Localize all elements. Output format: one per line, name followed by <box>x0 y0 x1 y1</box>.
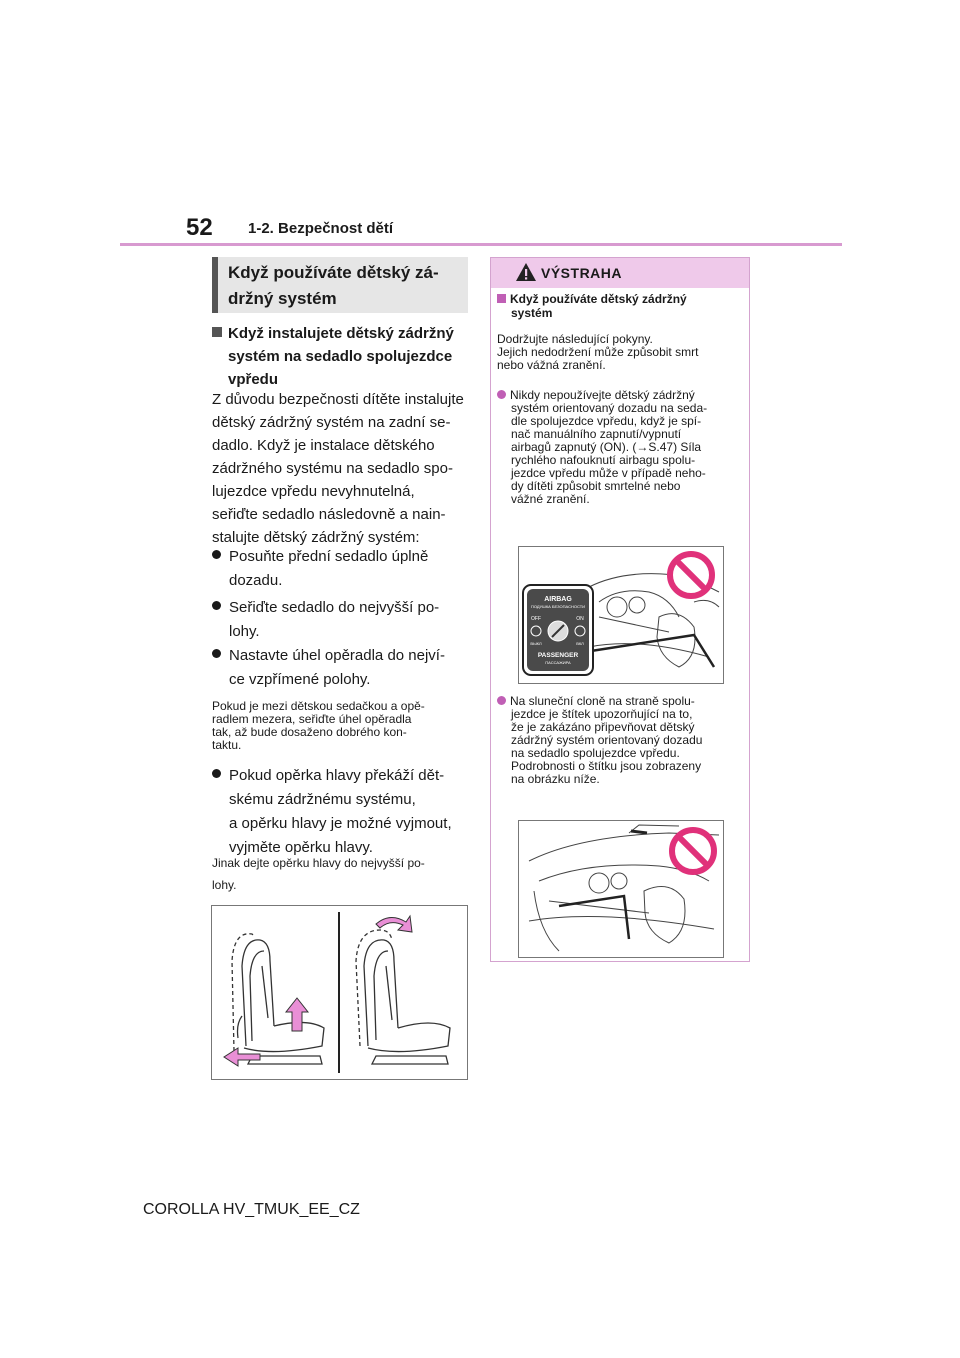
sun-visor-label-illustration <box>518 820 724 958</box>
switch-label-bottom: PASSENGER <box>537 652 579 659</box>
prohibition-sign-icon <box>670 554 712 596</box>
bullet-item: Nastavte úhel opěradla do nejví- ce vzpřímené polohy. <box>212 644 468 692</box>
switch-label-off-cyrillic: ВЫКЛ <box>530 641 542 646</box>
warning-bullet: Nikdy nepoužívejte dětský zádržný systém orientovaný dozadu na seda- dle spolujezdce vpředu, když je spí- nač manuálního zapnutí/vypnutí airbagů zapnutý (ON). (→S.47) Síla rychlého nafouknutí airbagu spolu- jezdce vpředu může v případě neho- dy dítěti způsobit smrtelné nebo vážné zranění. <box>497 389 747 506</box>
bullet-dot-icon <box>497 696 506 705</box>
warning-bullet: Na sluneční cloně na straně spolu- jezdce je štítek upozorňující na to, že je zakázáno připevňovat dětský zádržný systém orientovaný dozadu na sedadlo spolujezdce vpředu. Podrobnosti o štítku jsou zobrazeny na obrázku níže. <box>497 695 747 786</box>
note-text: Jinak dejte opěrku hlavy do nejvyšší po- lohy. <box>212 856 425 892</box>
bullet-item: Posuňte přední sedadlo úplně dozadu. <box>212 545 468 593</box>
warning-title: VÝSTRAHA <box>541 265 623 281</box>
switch-label-on-cyrillic: ВКЛ <box>576 641 584 646</box>
warning-subheading: Když používáte dětský zádržný systém <box>497 292 745 320</box>
seat-adjustment-illustration <box>211 905 468 1080</box>
airbag-dashboard-svg <box>519 547 723 683</box>
header-rule <box>120 243 842 246</box>
bullet-dot-icon <box>212 601 221 610</box>
switch-label-top: AIRBAG <box>544 596 572 603</box>
chapter-title: 1-2. Bezpečnost dětí <box>248 220 394 237</box>
section-title-line: Když používáte dětský zá- <box>228 263 439 282</box>
bullet-dot-icon <box>212 649 221 658</box>
note-text: Pokud je mezi dětskou sedačkou a opě- radlem mezera, seřiďte úhel opěradla tak, až bude dosaženo dobrého kon- taktu. <box>212 699 425 752</box>
section-title-line: držný systém <box>228 289 337 308</box>
seat-illustration-svg <box>212 906 467 1079</box>
bullet-dot-icon <box>497 390 506 399</box>
subheading: Když instalujete dětský zádržný systém na sedadlo spolujezdce vpředu <box>212 322 468 391</box>
square-bullet-icon <box>497 294 506 303</box>
warning-paragraph: Dodržujte následující pokyny. Jejich nedodržení může způsobit smrt nebo vážná zranění. <box>497 332 699 372</box>
switch-label-top-cyrillic: ПОДУШКА БЕЗОПАСНОСТИ <box>530 604 586 609</box>
intro-paragraph: Z důvodu bezpečnosti dítěte instalujte dětský zádržný systém na zadní se- dadlo. Když je instalace dětského zádržného systému na sedadlo spo- lujezdce vpředu nevyhnutelná, seřiďte sedadlo následovně a nain- stalujte dětský zádržný systém: <box>212 391 464 546</box>
switch-label-bottom-cyrillic: ПАССАЖИРА <box>545 660 571 665</box>
section-title-box <box>212 257 468 313</box>
bullet-dot-icon <box>212 769 221 778</box>
bullet-item: Seřiďte sedadlo do nejvyšší po- lohy. <box>212 596 468 644</box>
warning-header <box>491 258 749 288</box>
prohibition-sign-icon <box>672 830 714 872</box>
bullet-item: Pokud opěrka hlavy překáží dět- skému zádržnému systému, a opěrku hlavy je možné vyjmout, vyjměte opěrku hlavy. <box>212 764 468 860</box>
square-bullet-icon <box>212 327 222 337</box>
airbag-switch-illustration <box>518 546 724 684</box>
sun-visor-svg <box>519 821 723 957</box>
warning-box <box>490 257 750 962</box>
switch-label-on: ON <box>576 616 584 622</box>
bullet-dot-icon <box>212 550 221 559</box>
switch-label-off: OFF <box>531 616 541 622</box>
footer-model-code: COROLLA HV_TMUK_EE_CZ <box>143 1201 360 1218</box>
page-number: 52 <box>186 214 213 241</box>
warning-triangle-icon <box>515 262 537 282</box>
